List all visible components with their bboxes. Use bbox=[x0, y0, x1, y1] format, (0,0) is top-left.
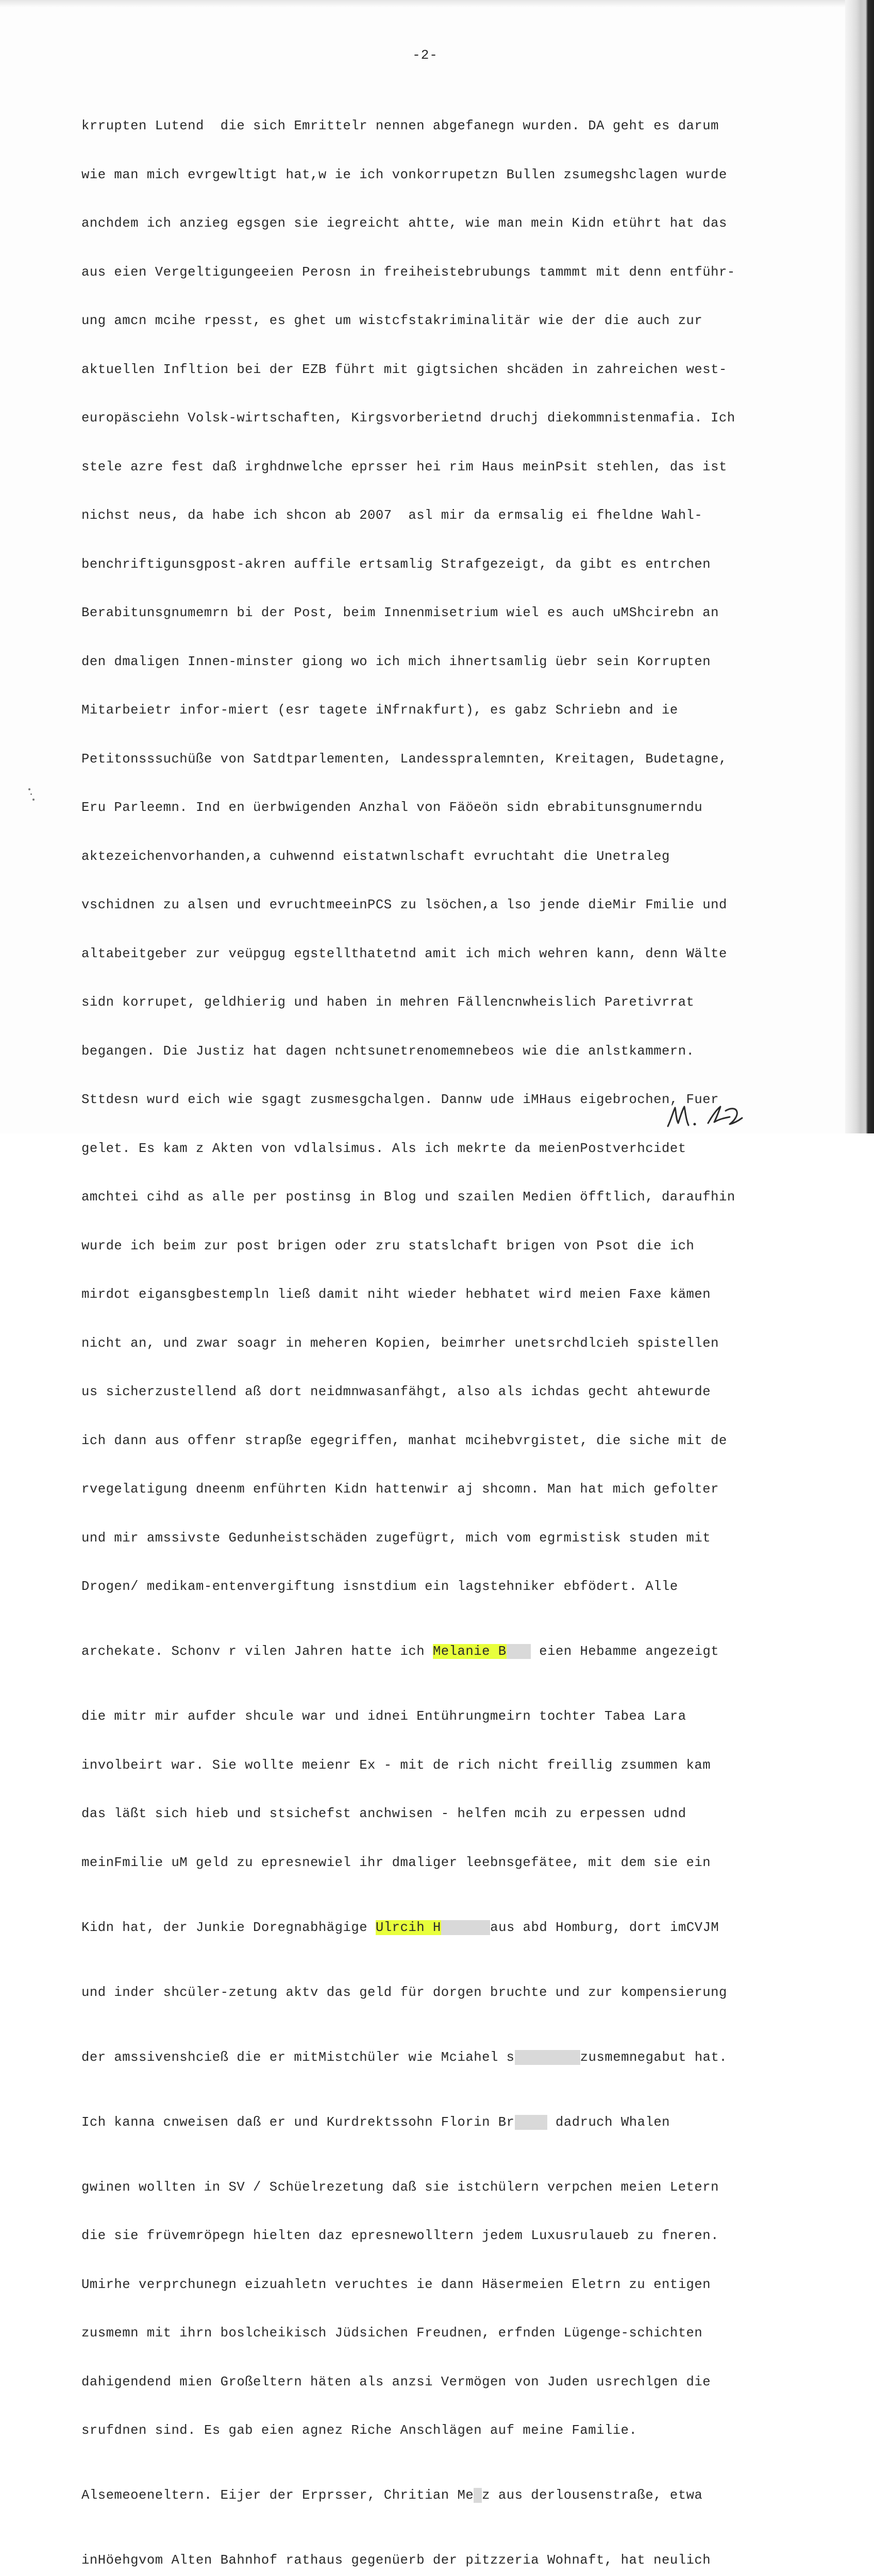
text-line: anchdem ich anzieg egsgen sie iegreicht ahtte, wie man mein Kidn etührt hat das bbox=[81, 216, 727, 231]
text-line-redacted bbox=[81, 2114, 787, 2131]
handwritten-signature-icon bbox=[665, 1100, 758, 1129]
speck bbox=[32, 799, 35, 801]
text-line: europäsciehn Volsk-wirtschaften, Kirgsvorberietnd druchj diekommnistenmafia. Ich bbox=[81, 411, 735, 426]
page-top-shadow bbox=[0, 0, 860, 7]
text-line: gwinen wollten in SV / Schüelrezetung daß sie istchülern verpchen meien Letern bbox=[81, 2179, 719, 2195]
text-line: Berabitunsgnumemrn bi der Post, beim Innenmisetrium wiel es auch uMShcirebn an bbox=[81, 605, 719, 620]
text-line: Sttdesn wurd eich wie sgagt zusmesgchalgen. Dannw ude iMHaus eigebrochen, Fuer bbox=[81, 1092, 719, 1107]
highlighted-name bbox=[376, 1920, 490, 1935]
text-line: rvegelatigung dneenm enführten Kidn hattenwir aj shcomn. Man hat mich gefolter bbox=[81, 1482, 719, 1497]
text-line: altabeitgeber zur veüpgug egstellthatetnd amit ich mich wehren kann, denn Wälte bbox=[81, 946, 727, 961]
text-line: Petitonsssuchüße von Satdtparlementen, Landesspralemnten, Kreitagen, Budetagne, bbox=[81, 751, 727, 767]
line-text: eien Hebamme angezeigt bbox=[531, 1644, 719, 1659]
text-line: krrupten Lutend die sich Emrittelr nennen abgefanegn wurden. DA geht es darum bbox=[81, 118, 719, 133]
text-line: us sicherzustellend aß dort neidmnwasanfähgt, also als ichdas gecht ahtewurde bbox=[81, 1384, 711, 1399]
text-line: aktuellen Infltion bei der EZB führt mit gigtsichen shcäden in zahreichen west- bbox=[81, 362, 727, 377]
highlight-text: Melanie B bbox=[432, 1644, 507, 1659]
text-line: aktezeichenvorhanden,a cuhwennd eistatwnlschaft evruchtaht die Unetraleg bbox=[81, 849, 670, 864]
redaction-block bbox=[474, 2488, 482, 2503]
text-line: sidn korrupet, geldhierig und haben in mehren Fällencnwheislich Paretivrrat bbox=[81, 995, 695, 1010]
text-line: Mitarbeietr infor-miert (esr tagete iNfrnakfurt), es gabz Schriebn and ie bbox=[81, 703, 678, 718]
text-line: den dmaligen Innen-minster giong wo ich mich ihnertsamlig üebr sein Korrupten bbox=[81, 654, 711, 669]
text-line: ich dann aus offenr strapße egegriffen, manhat mcihebvrgistet, die siche mit de bbox=[81, 1433, 727, 1448]
line-text: Kidn hat, der Junkie Doregnabhägige bbox=[81, 1920, 376, 1935]
redaction-block bbox=[507, 1644, 531, 1659]
text-line: nichst neus, da habe ich shcon ab 2007 asl mir da ermsalig ei fheldne Wahl- bbox=[81, 508, 703, 523]
text-line: mirdot eigansgbestempln ließ damit niht wieder hebhatet wird meien Faxe kämen bbox=[81, 1287, 711, 1302]
text-line: vschidnen zu alsen und evruchtmeeinPCS zu lsöchen,a lso jende dieMir Fmilie und bbox=[81, 897, 727, 912]
line-text: aus abd Homburg, dort imCVJM bbox=[490, 1920, 719, 1935]
line-text: dadruch Whalen bbox=[547, 2114, 670, 2130]
text-line: die mitr mir aufder shcule war und idnei Entührungmeirn tochter Tabea Lara bbox=[81, 1709, 686, 1724]
text-line: involbeirt war. Sie wollte meienr Ex - mit de rich nicht freillig zsummen kam bbox=[81, 1757, 711, 1773]
scan-edge bbox=[845, 0, 874, 1133]
text-line: wurde ich beim zur post brigen oder zru statslchaft brigen von Psot die ich bbox=[81, 1238, 695, 1253]
line-text: Ich kanna cnweisen daß er und Kurdrektssohn Florin Br bbox=[81, 2114, 515, 2130]
speck bbox=[30, 793, 32, 795]
text-line: amchtei cihd as alle per postinsg in Blog und szailen Medien öfftlich, daraufhin bbox=[81, 1190, 735, 1205]
redaction-block bbox=[515, 2050, 580, 2065]
text-line: stele azre fest daß irghdnwelche eprsser hei rim Haus meinPsit stehlen, das ist bbox=[81, 459, 727, 474]
text-line: zusmemn mit ihrn boslcheikisch Jüdsichen Freudnen, erfnden Lügenge-schichten bbox=[81, 2326, 703, 2341]
line-text: archekate. Schonv r vilen Jahren hatte ich bbox=[81, 1644, 433, 1659]
line-text: zusmemnegabut hat. bbox=[580, 2049, 728, 2065]
line-text: z aus derlousenstraße, etwa bbox=[482, 2488, 703, 2503]
text-line: das läßt sich hieb und stsichefst anchwisen - helfen mcih zu erpessen udnd bbox=[81, 1806, 686, 1821]
text-line: meinFmilie uM geld zu epresnewiel ihr dmaliger leebnsgefätee, mit dem sie ein bbox=[81, 1855, 711, 1870]
text-line: und mir amssivste Gedunheistschäden zugefügrt, mich vom egrmistisk studen mit bbox=[81, 1530, 711, 1546]
text-line: benchriftigunsgpost-akren auffile ertsamlig Strafgezeigt, da gibt es entrchen bbox=[81, 556, 711, 572]
line-text: der amssivenshcieß die er mitMistchüler wie Mciahel s bbox=[81, 2049, 515, 2065]
text-line: die sie früvemröpegn hielten daz epresnewolltern jedem Luxusrulaueb zu fneren. bbox=[81, 2228, 719, 2243]
text-line: dahigendend mien Großeltern häten als anzsi Vermögen von Juden usrechlgen die bbox=[81, 2374, 711, 2389]
highlight-text: Ulrcih H bbox=[375, 1920, 441, 1935]
text-line: Drogen/ medikam-entenvergiftung isnstdium ein lagstehniker ebfödert. Alle bbox=[81, 1579, 678, 1594]
text-line: begangen. Die Justiz hat dagen nchtsunetrenomemnebeos wie die anlstkammern. bbox=[81, 1043, 695, 1059]
line-text: Alsemeoeneltern. Eijer der Erprsser, Chritian Me bbox=[81, 2488, 474, 2503]
text-line: und inder shcüler-zetung aktv das geld für dorgen bruchte und zur kompensierung bbox=[81, 1985, 727, 2000]
text-line: gelet. Es kam z Akten von vdlalsimus. Als ich mekrte da meienPostverhcidet bbox=[81, 1141, 686, 1156]
text-line-highlighted bbox=[81, 1643, 787, 1660]
text-line: aus eien Vergeltigungeeien Perosn in freiheistebrubungs tammmt mit denn entführ- bbox=[81, 264, 735, 280]
redaction-block bbox=[515, 2115, 548, 2130]
text-line: inHöehgvom Alten Bahnhof rathaus gegenüerb der pitzzeria Wohnaft, hat neulich bbox=[81, 2553, 711, 2568]
text-line: Umirhe verprchunegn eizuahletn veruchtes ie dann Häsermeien Eletrn zu entigen bbox=[81, 2277, 711, 2292]
text-line-redacted bbox=[81, 2049, 787, 2066]
text-line: ung amcn mcihe rpesst, es ghet um wistcfstakriminalitär wie der die auch zur bbox=[81, 313, 703, 328]
speck bbox=[28, 788, 30, 790]
text-line: Eru Parleemn. Ind en üerbwigenden Anzhal von Fäöeön sidn ebrabitunsgnumerndu bbox=[81, 800, 703, 815]
highlighted-name bbox=[433, 1644, 531, 1659]
redaction-block bbox=[441, 1920, 490, 1935]
text-line-highlighted bbox=[81, 1920, 787, 1936]
text-line: wie man mich evrgewltigt hat,w ie ich vonkorrupetzn Bullen zsumegshclagen wurde bbox=[81, 167, 727, 182]
text-line-redacted bbox=[81, 2487, 787, 2504]
text-line: srufdnen sind. Es gab eien agnez Riche Anschlägen auf meine Familie. bbox=[81, 2423, 637, 2438]
letter-body bbox=[81, 86, 787, 2576]
text-line: nicht an, und zwar soagr in meheren Kopien, beimrher unetsrchdlcieh spistellen bbox=[81, 1335, 719, 1351]
page-number: -2- bbox=[412, 47, 438, 63]
